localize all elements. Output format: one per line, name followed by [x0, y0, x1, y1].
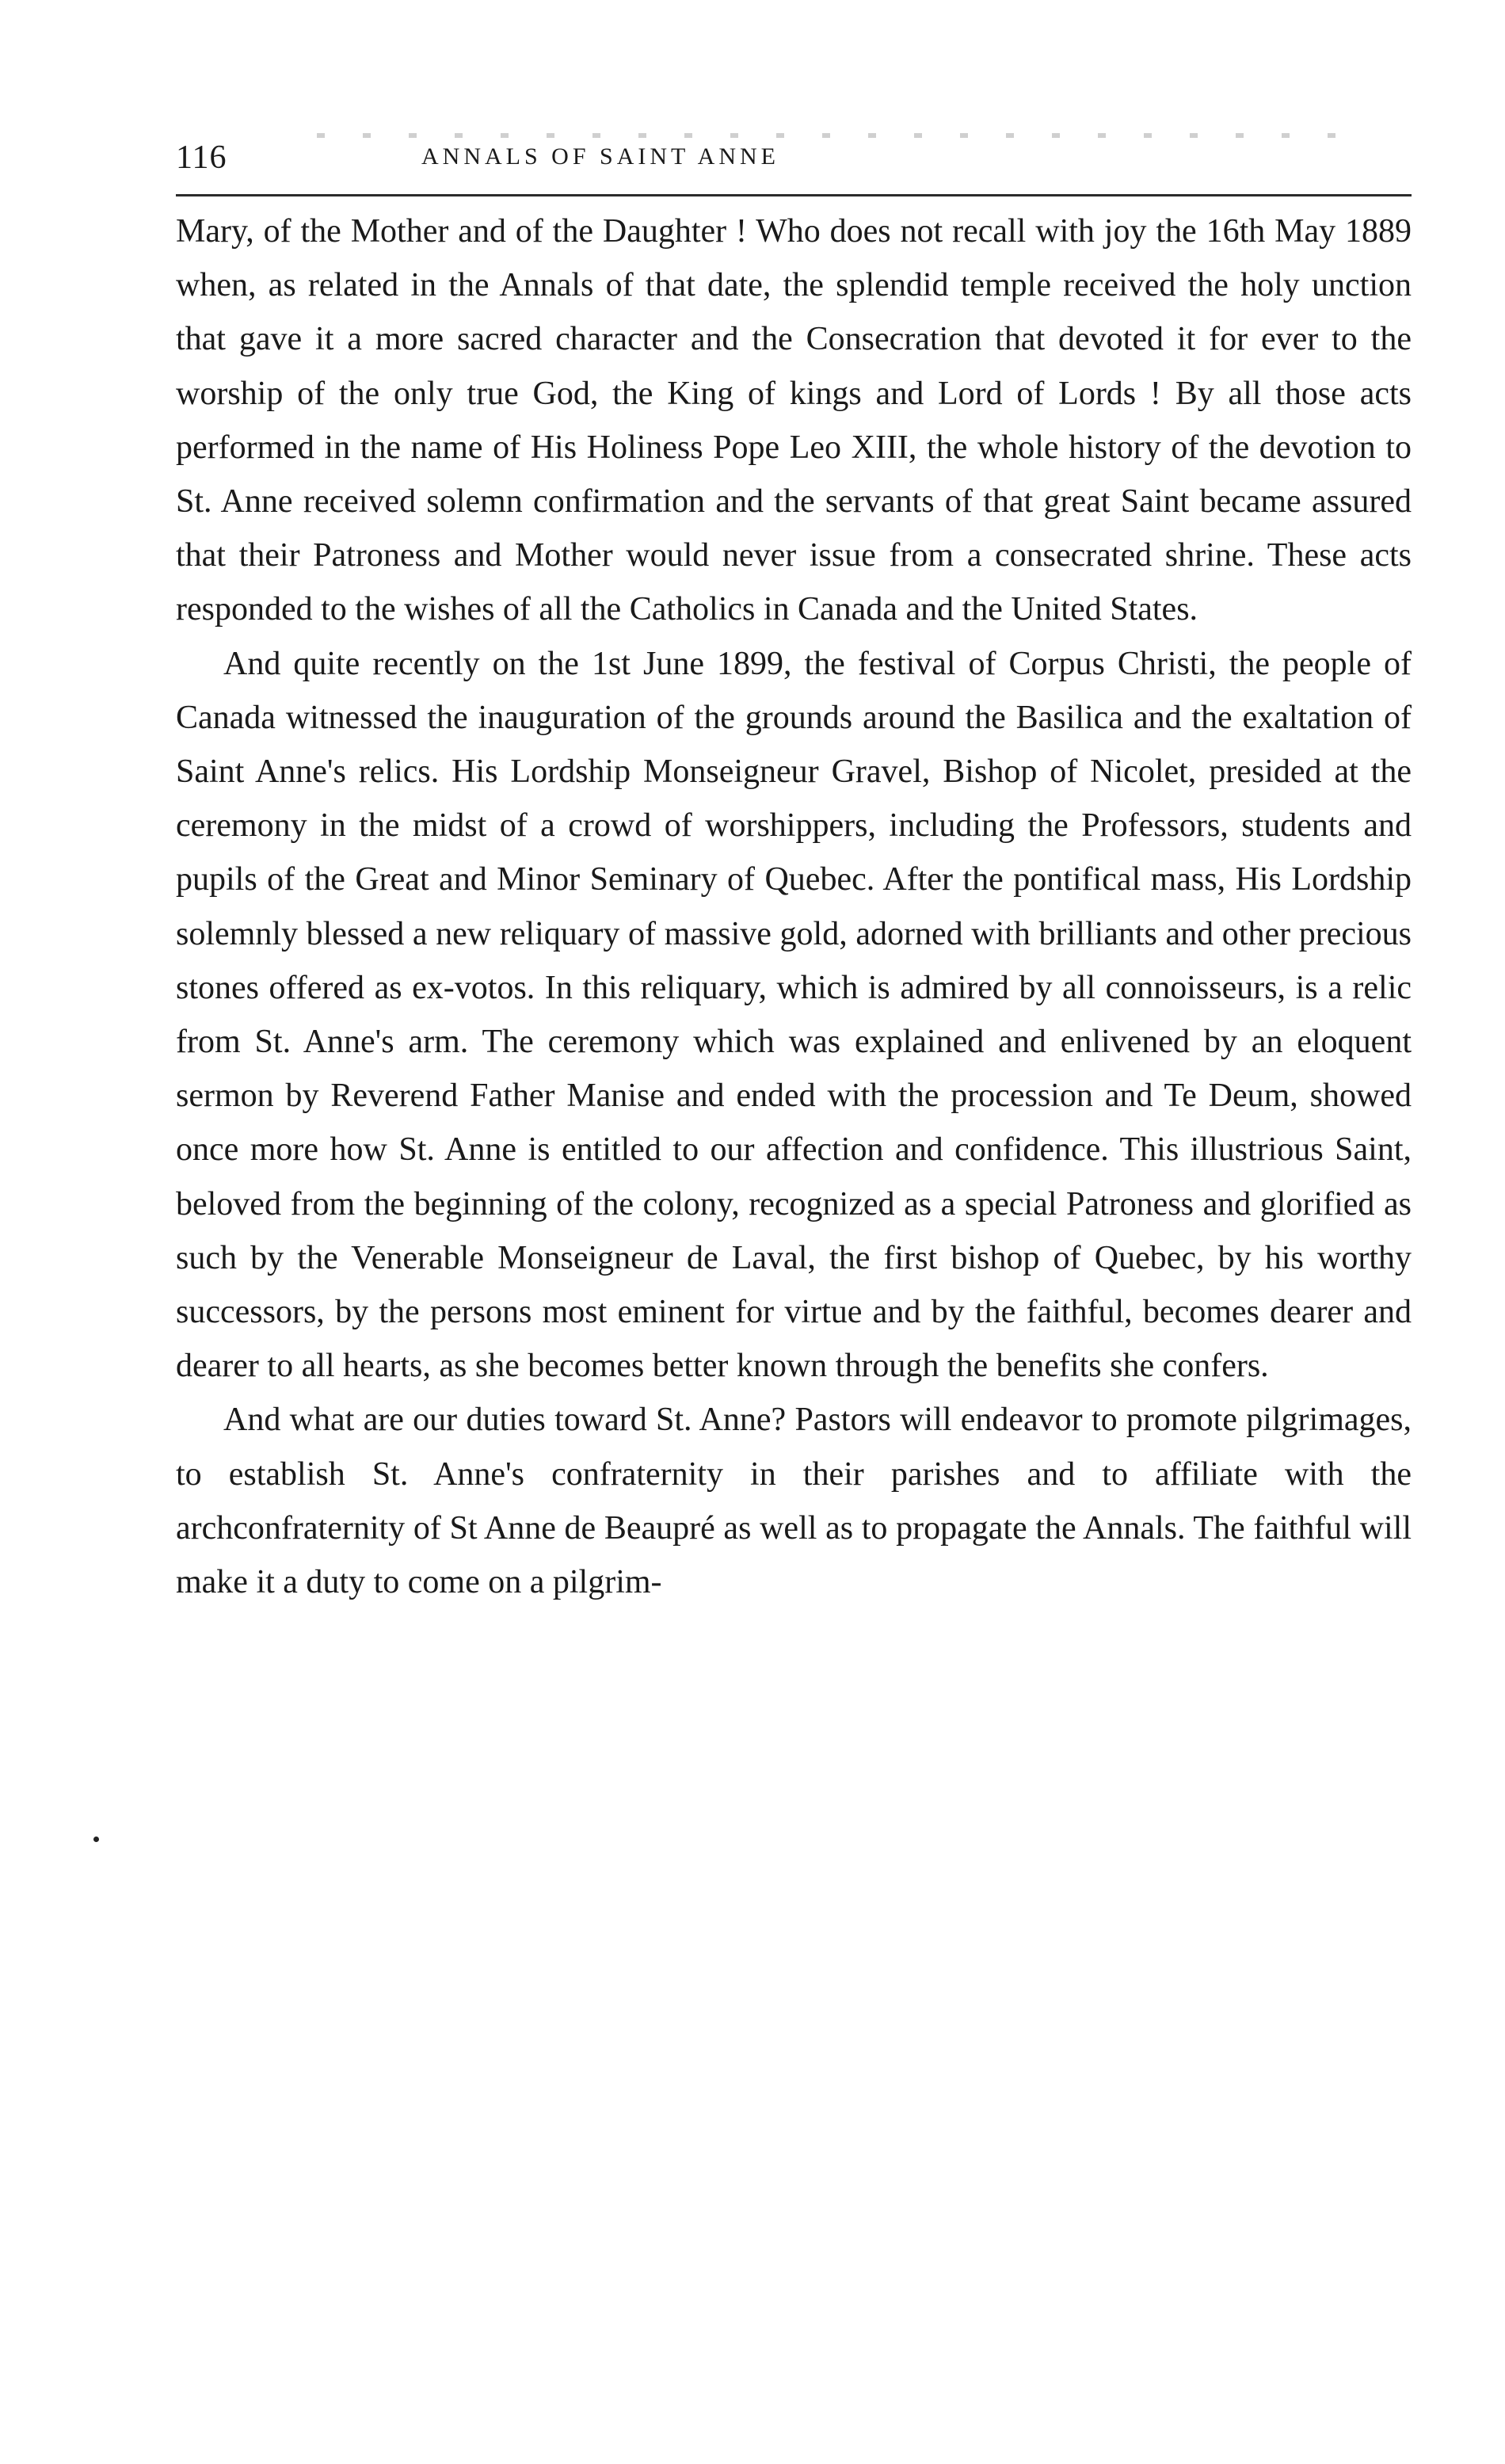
paragraph: Mary, of the Mother and of the Daughter ! Who does not recall with joy the 16th May 1889 when, as related in the Annals of that date, the splendid temple received the holy unction that gave it a more sacred character and the Consecration that devoted it for ever to the worship of the only true God, the King of kings and Lord of Lords ! By all those acts performed in the name of His Holiness Pope Leo XIII, the whole history of the devotion to St. Anne received solemn confirmation and the servants of that great Saint became assured that their Patroness and Mother would never issue from a consecrated shrine. These acts responded to the wishes of all the Catholics in Canada and the United States. [176, 213, 1412, 628]
paragraph: And quite recently on the 1st June 1899, the festival of Corpus Christi, the people of Canada witnessed the inauguration of the grounds around the Basilica and the exaltation of Saint Anne's relics. His Lordship Monseigneur Gravel, Bishop of Nicolet, presided at the ceremony in the midst of a crowd of worshippers, including the Professors, students and pupils of the Great and Minor Seminary of Quebec. After the pontifical mass, His Lordship solemnly blessed a new reliquary of massive gold, adorned with brilliants and other precious stones offered as ex-votos. In this reliquary, which is admired by all connoisseurs, is a relic from St. Anne's arm. The ceremony which was explained and enlivened by an eloquent sermon by Reverend Father Manise and ended with the procession and Te Deum, showed once more how St. Anne is entitled to our affection and confidence. This illustrious Saint, beloved from the beginning of the colony, recognized as a special Patroness and glorified as such by the Venerable Monseigneur de Laval, the first bishop of Quebec, by his worthy successors, by the persons most eminent for virtue and by the faithful, becomes dearer and dearer to all hearts, as she becomes better known through the benefits she confers. [176, 645, 1412, 1385]
page-header [176, 139, 1412, 188]
stray-ink-dot [93, 1837, 99, 1842]
body-text [176, 204, 1412, 1609]
header-rule [176, 194, 1412, 196]
page-specks [317, 133, 1347, 138]
running-title: ANNALS OF SAINT ANNE [421, 143, 779, 170]
paragraph: And what are our duties toward St. Anne? Pastors will endeavor to promote pilgrimages, to establish St. Anne's confraternity in their parishes and to affiliate with the archconfraternity of St Anne de Beaupré as well as to propagate the Annals. The faithful will make it a duty to come on a pilgrim- [176, 1402, 1412, 1601]
book-page [176, 139, 1412, 1609]
page-number: 116 [176, 139, 227, 176]
